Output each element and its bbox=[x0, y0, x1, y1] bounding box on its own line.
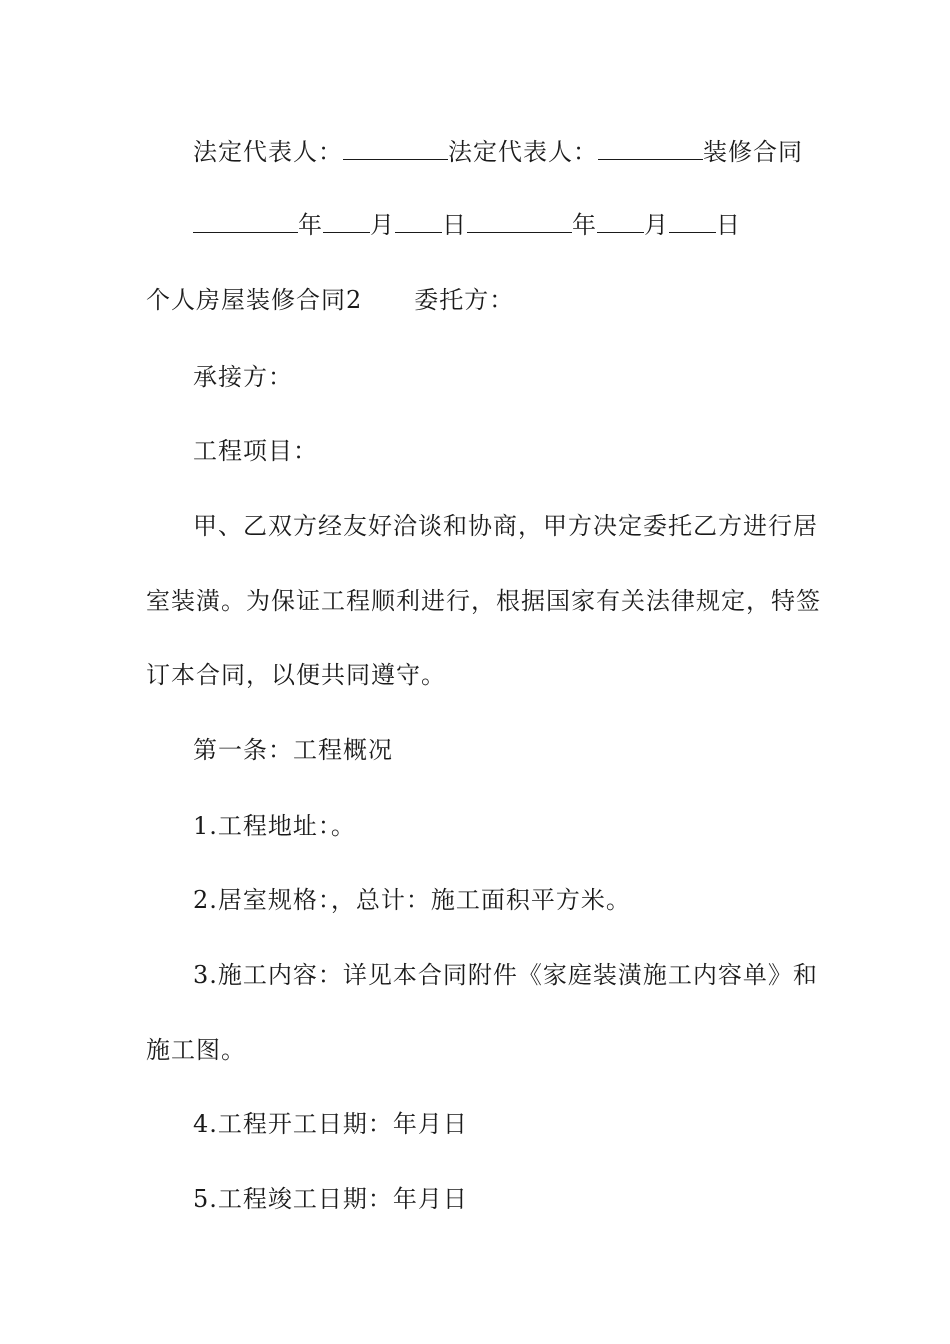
blank-field bbox=[343, 137, 448, 160]
year-label: 年 bbox=[298, 211, 323, 239]
blank-field bbox=[193, 210, 298, 233]
intro-line-1: 甲、乙双方经友好洽谈和协商，甲方决定委托乙方进行居 bbox=[193, 512, 818, 540]
legal-rep-label-b: 法定代表人： bbox=[448, 138, 598, 166]
signature-line bbox=[193, 136, 803, 168]
contract-title: 个人房屋装修合同2 bbox=[146, 286, 363, 314]
intro-line-2: 室装潢。为保证工程顺利进行，根据国家有关法律规定，特签 bbox=[146, 587, 821, 615]
legal-rep-label-a: 法定代表人： bbox=[193, 138, 343, 166]
item-content-line-2: 施工图。 bbox=[146, 1036, 246, 1064]
blank-field bbox=[467, 210, 572, 233]
project-label: 工程项目： bbox=[193, 437, 318, 465]
item-start-date: 4.工程开工日期：年月日 bbox=[193, 1110, 468, 1138]
item-address: 1.工程地址：。 bbox=[193, 812, 356, 840]
blank-field bbox=[669, 210, 716, 233]
intro-line-3: 订本合同，以便共同遵守。 bbox=[146, 661, 446, 689]
day-label: 日 bbox=[442, 211, 467, 239]
blank-field bbox=[598, 137, 703, 160]
day-label: 日 bbox=[716, 211, 741, 239]
month-label: 月 bbox=[644, 211, 669, 239]
item-room-spec: 2.居室规格：，总计：施工面积平方米。 bbox=[193, 886, 631, 914]
year-label: 年 bbox=[572, 211, 597, 239]
article-1-title: 第一条：工程概况 bbox=[193, 736, 393, 764]
blank-field bbox=[323, 210, 370, 233]
blank-field bbox=[395, 210, 442, 233]
month-label: 月 bbox=[370, 211, 395, 239]
item-content-line-1: 3.施工内容：详见本合同附件《家庭装潢施工内容单》和 bbox=[193, 961, 818, 989]
contract-heading bbox=[146, 284, 514, 316]
party-a-label: 委托方： bbox=[414, 286, 515, 314]
blank-field bbox=[597, 210, 644, 233]
item-end-date: 5.工程竣工日期：年月日 bbox=[193, 1185, 468, 1213]
date-line bbox=[193, 209, 741, 241]
signature-tail: 装修合同 bbox=[703, 138, 803, 166]
party-b-label: 承接方： bbox=[193, 363, 293, 391]
